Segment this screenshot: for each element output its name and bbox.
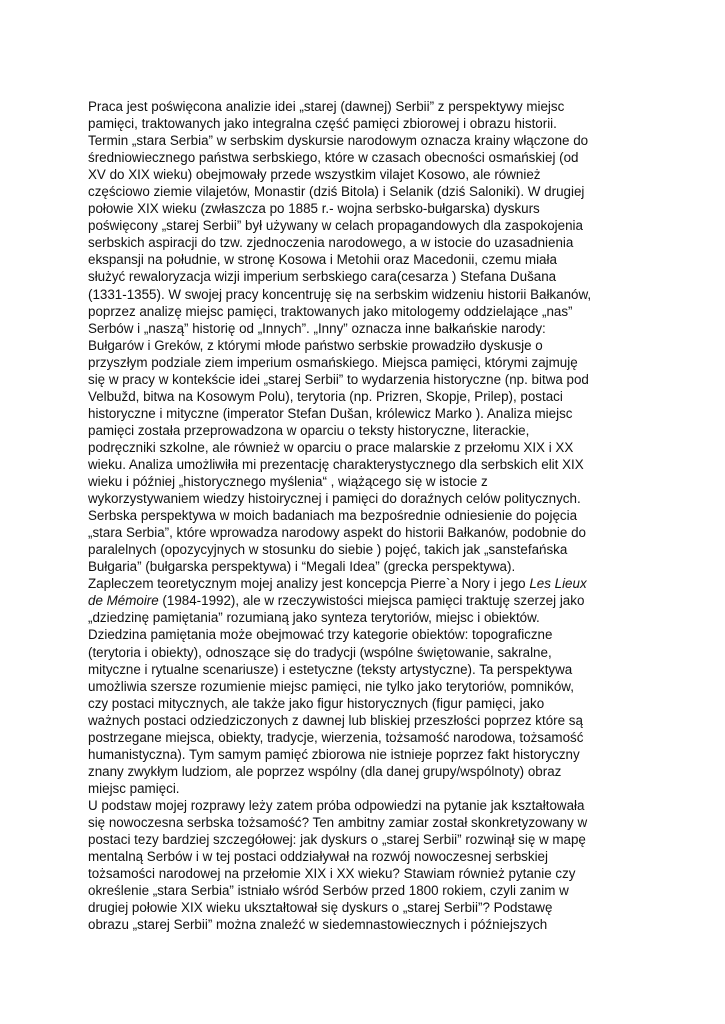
text-line-9: serbskich aspiracji do tzw. zjednoczenia narodowego, a w istocie do uzasadnienia: [88, 235, 574, 251]
text-line-33: (terytoria i obiekty), odnoszące się do tradycji (wspólne świętowanie, sakralne,: [88, 644, 552, 660]
text-line-30-rest: (1984-1992), ale w rzeczywistości miejsca pamięci traktuję szerzej jako: [158, 593, 585, 609]
text-line-30: [88, 592, 688, 609]
text-line-38: postrzegane miejsca, obiekty, tradycje, wierzenia, tożsamość narodowa, tożsamość: [88, 729, 584, 745]
text-line-43: się nowoczesna serbska tożsamość? Ten ambitny zamiar został skonkretyzowany w: [88, 814, 588, 830]
text-line-31: „dziedzinę pamiętania” rozumianą jako synteza terytoriów, miejsc i obiektów.: [88, 610, 540, 626]
text-line-47: określenie „stara Serbia” istniało wśród Serbów przed 1800 rokiem, czyli zanim w: [88, 883, 569, 899]
text-line-37: ważnych postaci odziedziczonych z dawnej lub bliskiej przeszłości poprzez które są: [88, 712, 583, 728]
text-line-19: historyczne i mityczne (imperator Stefan Dušan, królewicz Marko ). Analiza miejsc: [88, 405, 573, 421]
text-line-27: paralelnych (opozycyjnych w stosunku do siebie ) pojęć, takich jak „sanstefańska: [88, 542, 568, 558]
text-line-42: U podstaw mojej rozprawy leży zatem próba odpowiedzi na pytanie jak kształtowała: [88, 797, 585, 813]
text-line-3: Termin „stara Serbia” w serbskim dyskursie narodowym oznacza krainy włączone do: [88, 133, 589, 149]
text-line-48: drugiej połowie XIX wieku ukształtował się dyskurs o „starej Serbii”? Podstawę: [88, 900, 553, 916]
text-line-40: znany zwykłym ludziom, ale poprzez wspólny (dla danej grupy/wspólnoty) obraz: [88, 763, 562, 779]
text-line-7: połowie XIX wieku (zwłaszcza po 1885 r.- wojna serbsko-bułgarska) dyskurs: [88, 201, 540, 217]
book-title-part1: Les Lieux: [529, 576, 587, 592]
text-line-8: poświęcony „starej Serbii” był używany w celach propagandowych dla zaspokojenia: [88, 218, 583, 234]
text-line-34: mityczne i rytualne scenariusze) i estetyczne (teksty artystyczne). Ta perspektywa: [88, 661, 573, 677]
text-line-21: podręczniki szkolne, ale również w oparciu o prace malarskie z przełomu XIX i XX: [88, 439, 574, 455]
text-line-2: pamięci, traktowanych jako integralna część pamięci zbiorowej i obrazu historii.: [88, 116, 557, 132]
text-line-6: częściowo ziemie vilajetów, Monastir (dziś Bitola) i Selanik (dziś Saloniki). W drugiej: [88, 184, 585, 200]
text-line-28: Bułgaria” (bułgarska perspektywa) i “Megali Idea” (grecka perspektywa).: [88, 559, 516, 575]
text-line-22: wieku. Analiza umożliwiła mi prezentację charakterystycznego dla serbskich elit XIX: [88, 456, 584, 472]
text-line-17: się w pracy w kontekście idei „starej Serbii” to wydarzenia historyczne (np. bitwa pod: [88, 371, 589, 387]
text-line-14: Serbów i „naszą” historię od „Innych”. „Inny” oznacza inne bałkańskie narody:: [88, 320, 546, 336]
text-line-23: wieku i później „historycznego myślenia“ , wiążącego się w istocie z: [88, 474, 488, 490]
text-line-11: służyć rewaloryzacja wizji imperium serbskiego cara(cesarza ) Stefana Dušana: [88, 269, 557, 285]
text-line-20: pamięci została przeprowadzona w oparciu o teksty historyczne, literackie,: [88, 422, 530, 438]
document-page: [88, 98, 688, 933]
text-line-44: postaci tezy bardziej szczegółowej: jak dyskurs o „starej Serbii” rozwinął się w mapę: [88, 832, 586, 848]
text-line-4: średniowiecznego państwa serbskiego, które w czasach obecności osmańskiej (od: [88, 150, 579, 166]
text-line-18: Velbužd, bitwa na Kosowym Polu), terytoria (np. Prizren, Skopje, Prilep), postaci: [88, 388, 563, 404]
text-line-41: miejsc pamięci.: [88, 780, 180, 796]
text-line-35: umożliwia szersze rozumienie miejsc pamięci, nie tylko jako terytoriów, pomników,: [88, 678, 574, 694]
text-line-26: „stara Serbia”, które wprowadza narodowy aspekt do historii Bałkanów, podobnie do: [88, 525, 586, 541]
text-line-29: [88, 575, 688, 592]
text-line-25: Serbska perspektywa w moich badaniach ma bezpośrednie odniesienie do pojęcia: [88, 508, 578, 524]
text-line-45: mentalną Serbów i w tej postaci oddziaływał na rozwój nowoczesnej serbskiej: [88, 849, 548, 865]
text-line-49: obrazu „starej Serbii” można znaleźć w siedemnastowiecznych i późniejszych: [88, 917, 548, 933]
text-line-13: poprzez analizę miejsc pamięci, traktowanych jako mitologemy oddzielające „nas”: [88, 303, 573, 319]
book-title-part2: de Mémoire: [88, 593, 159, 609]
text-line-36: czy postaci mitycznych, ale także jako figur historycznych (figur pamięci, jako: [88, 695, 545, 711]
text-line-32: Dziedzina pamiętania może obejmować trzy kategorie obiektów: topograficzne: [88, 627, 553, 643]
text-line-39: humanistyczna). Tym samym pamięć zbiorowa nie istnieje poprzez fakt historyczny: [88, 746, 580, 762]
text-line-46: tożsamości narodowej na przełomie XIX i XX wieku? Stawiam również pytanie czy: [88, 866, 576, 882]
text-line-15: Bułgarów i Greków, z którymi młode państwo serbskie prowadziło dyskusje o: [88, 337, 543, 353]
text-line-16: przyszłym podziale ziem imperium osmańskiego. Miejsca pamięci, którymi zajmuję: [88, 354, 578, 370]
text-line-29-main: Zapleczem teoretycznym mojej analizy jest koncepcja Pierre`a Nory i jego: [88, 576, 530, 592]
text-line-12: (1331-1355). W swojej pracy koncentruję się na serbskim widzeniu historii Bałkanów,: [88, 286, 592, 302]
text-line-5: XV do XIX wieku) obejmowały przede wszystkim vilajet Kosowo, ale również: [88, 167, 541, 183]
text-line-24: wykorzystywaniem wiedzy histoirycznej i pamięci do doraźnych celów politycznych.: [88, 491, 581, 507]
text-line-1: Praca jest poświęcona analizie idei „starej (dawnej) Serbii” z perspektywy miejsc: [88, 99, 565, 114]
text-line-10: ekspansji na południe, w stronę Kosowa i Metohii oraz Macedonii, czemu miała: [88, 252, 557, 268]
